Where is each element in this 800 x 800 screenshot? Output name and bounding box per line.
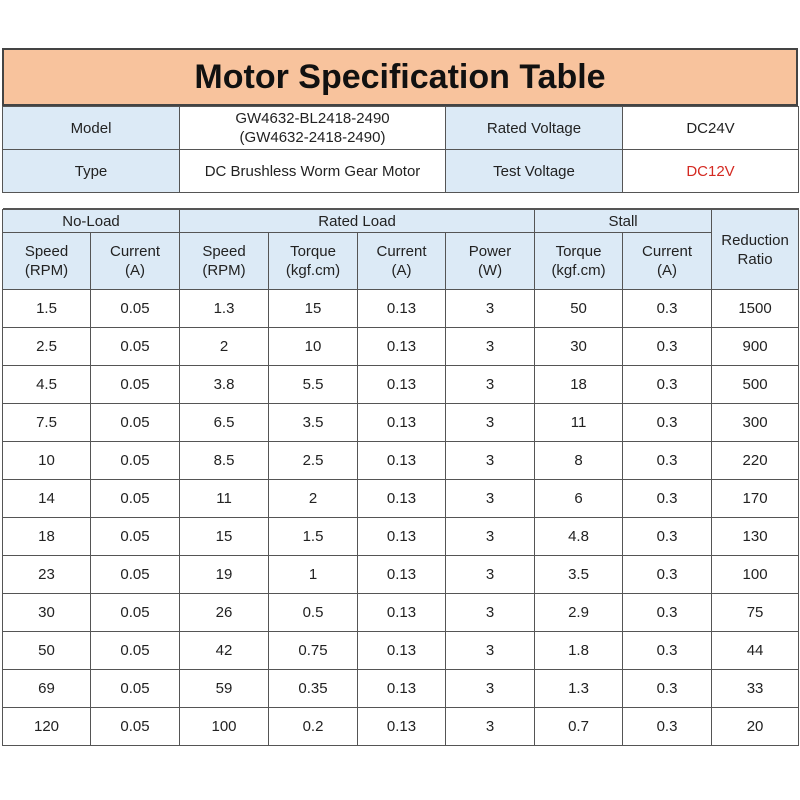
table-cell: 75 xyxy=(712,594,799,632)
info-table xyxy=(2,106,799,209)
column-header xyxy=(358,233,446,290)
table-cell: 3 xyxy=(446,290,535,328)
column-name: Speed xyxy=(202,243,246,260)
table-cell: 0.13 xyxy=(358,404,446,442)
table-row xyxy=(3,556,799,594)
test-voltage-label: Test Voltage xyxy=(446,150,623,193)
table-cell: 300 xyxy=(712,404,799,442)
table-cell: 0.3 xyxy=(623,518,712,556)
table-cell: 0.13 xyxy=(358,366,446,404)
group-rated-load: Rated Load xyxy=(180,210,535,233)
column-unit: (kgf.cm) xyxy=(551,262,606,279)
column-unit: (A) xyxy=(125,262,145,279)
spec-sheet xyxy=(2,48,798,746)
table-cell: 26 xyxy=(180,594,269,632)
table-cell: 20 xyxy=(712,708,799,746)
table-cell: 3.5 xyxy=(269,404,358,442)
table-cell: 33 xyxy=(712,670,799,708)
column-header xyxy=(180,233,269,290)
table-cell: 3 xyxy=(446,480,535,518)
table-row xyxy=(3,328,799,366)
table-cell: 6.5 xyxy=(180,404,269,442)
table-cell: 0.05 xyxy=(91,404,180,442)
table-cell: 6 xyxy=(535,480,623,518)
model-label: Model xyxy=(3,107,180,150)
table-cell: 4.5 xyxy=(3,366,91,404)
table-cell: 1.8 xyxy=(535,632,623,670)
table-cell: 0.13 xyxy=(358,328,446,366)
table-cell: 3 xyxy=(446,632,535,670)
table-cell: 0.05 xyxy=(91,518,180,556)
table-cell: 11 xyxy=(180,480,269,518)
spacer-row xyxy=(3,193,799,209)
column-header xyxy=(623,233,712,290)
table-cell: 0.3 xyxy=(623,632,712,670)
table-cell: 14 xyxy=(3,480,91,518)
group-no-load: No-Load xyxy=(3,210,180,233)
table-cell: 170 xyxy=(712,480,799,518)
model-value-line1: GW4632-BL2418-2490 xyxy=(235,110,390,127)
table-cell: 69 xyxy=(3,670,91,708)
table-cell: 44 xyxy=(712,632,799,670)
table-cell: 0.05 xyxy=(91,708,180,746)
table-cell: 100 xyxy=(180,708,269,746)
table-cell: 5.5 xyxy=(269,366,358,404)
column-unit: (RPM) xyxy=(24,262,69,279)
table-cell: 2.5 xyxy=(269,442,358,480)
table-cell: 30 xyxy=(3,594,91,632)
column-name: Current xyxy=(376,243,427,260)
table-cell: 3 xyxy=(446,556,535,594)
table-cell: 2 xyxy=(180,328,269,366)
table-cell: 11 xyxy=(535,404,623,442)
table-cell: 900 xyxy=(712,328,799,366)
table-cell: 2.5 xyxy=(3,328,91,366)
table-cell: 3 xyxy=(446,404,535,442)
column-name: Current xyxy=(642,243,693,260)
table-cell: 0.05 xyxy=(91,328,180,366)
column-name: Power xyxy=(468,243,512,260)
column-header xyxy=(446,233,535,290)
column-unit: (W) xyxy=(477,262,503,279)
table-cell: 1.3 xyxy=(180,290,269,328)
table-cell: 0.05 xyxy=(91,442,180,480)
table-row xyxy=(3,442,799,480)
table-cell: 3 xyxy=(446,594,535,632)
test-voltage-value: DC12V xyxy=(623,150,799,193)
table-cell: 0.3 xyxy=(623,594,712,632)
table-cell: 0.3 xyxy=(623,708,712,746)
table-cell: 0.3 xyxy=(623,290,712,328)
table-cell: 0.3 xyxy=(623,404,712,442)
table-cell: 0.05 xyxy=(91,366,180,404)
table-cell: 3 xyxy=(446,670,535,708)
column-unit: (A) xyxy=(657,262,678,279)
table-cell: 2 xyxy=(269,480,358,518)
column-header xyxy=(91,233,180,290)
table-cell: 4.8 xyxy=(535,518,623,556)
table-cell: 19 xyxy=(180,556,269,594)
type-row xyxy=(3,150,799,193)
table-cell: 1.3 xyxy=(535,670,623,708)
table-row xyxy=(3,708,799,746)
column-unit: (A) xyxy=(391,262,412,279)
table-cell: 15 xyxy=(180,518,269,556)
table-cell: 100 xyxy=(712,556,799,594)
table-cell: 0.3 xyxy=(623,328,712,366)
table-cell: 0.3 xyxy=(623,480,712,518)
table-cell: 10 xyxy=(269,328,358,366)
table-cell: 130 xyxy=(712,518,799,556)
table-cell: 18 xyxy=(3,518,91,556)
table-cell: 0.05 xyxy=(91,480,180,518)
table-cell: 0.05 xyxy=(91,594,180,632)
spacer-cell xyxy=(3,193,799,209)
table-cell: 0.3 xyxy=(623,670,712,708)
table-cell: 0.13 xyxy=(358,556,446,594)
table-cell: 0.05 xyxy=(91,670,180,708)
table-cell: 8.5 xyxy=(180,442,269,480)
reduction-ratio-line2: Ratio xyxy=(737,250,773,268)
column-name: Speed xyxy=(24,243,69,260)
column-unit: (kgf.cm) xyxy=(285,262,341,279)
model-value xyxy=(180,107,446,150)
table-cell: 42 xyxy=(180,632,269,670)
table-cell: 0.35 xyxy=(269,670,358,708)
type-value: DC Brushless Worm Gear Motor xyxy=(180,150,446,193)
column-header xyxy=(3,233,91,290)
table-row xyxy=(3,480,799,518)
table-cell: 3.5 xyxy=(535,556,623,594)
table-cell: 1.5 xyxy=(269,518,358,556)
table-cell: 0.13 xyxy=(358,518,446,556)
table-cell: 0.5 xyxy=(269,594,358,632)
table-cell: 59 xyxy=(180,670,269,708)
table-cell: 3.8 xyxy=(180,366,269,404)
table-cell: 15 xyxy=(269,290,358,328)
table-row xyxy=(3,518,799,556)
table-cell: 0.05 xyxy=(91,556,180,594)
table-row xyxy=(3,290,799,328)
spec-table-body xyxy=(3,290,799,746)
table-cell: 500 xyxy=(712,366,799,404)
table-cell: 120 xyxy=(3,708,91,746)
table-cell: 50 xyxy=(535,290,623,328)
table-cell: 0.13 xyxy=(358,290,446,328)
table-cell: 0.3 xyxy=(623,366,712,404)
column-header xyxy=(269,233,358,290)
reduction-ratio-line1: Reduction xyxy=(721,231,789,249)
table-row xyxy=(3,594,799,632)
rated-voltage-label: Rated Voltage xyxy=(446,107,623,150)
table-cell: 0.05 xyxy=(91,290,180,328)
table-row xyxy=(3,670,799,708)
table-cell: 0.05 xyxy=(91,632,180,670)
table-cell: 0.13 xyxy=(358,594,446,632)
table-cell: 0.13 xyxy=(358,480,446,518)
table-cell: 18 xyxy=(535,366,623,404)
model-row xyxy=(3,107,799,150)
spec-table xyxy=(2,209,799,746)
table-cell: 30 xyxy=(535,328,623,366)
column-header xyxy=(535,233,623,290)
page-title: Motor Specification Table xyxy=(2,48,798,106)
table-cell: 0.3 xyxy=(623,556,712,594)
type-label: Type xyxy=(3,150,180,193)
table-cell: 3 xyxy=(446,708,535,746)
table-row xyxy=(3,366,799,404)
table-cell: 0.75 xyxy=(269,632,358,670)
table-cell: 23 xyxy=(3,556,91,594)
table-cell: 8 xyxy=(535,442,623,480)
table-cell: 3 xyxy=(446,328,535,366)
group-stall: Stall xyxy=(535,210,712,233)
rated-voltage-value: DC24V xyxy=(623,107,799,150)
table-cell: 10 xyxy=(3,442,91,480)
table-cell: 50 xyxy=(3,632,91,670)
table-row xyxy=(3,404,799,442)
table-cell: 0.2 xyxy=(269,708,358,746)
table-cell: 2.9 xyxy=(535,594,623,632)
column-name: Torque xyxy=(555,243,602,260)
table-cell: 0.13 xyxy=(358,708,446,746)
column-name: Current xyxy=(109,243,161,260)
table-cell: 3 xyxy=(446,518,535,556)
table-cell: 220 xyxy=(712,442,799,480)
table-cell: 0.3 xyxy=(623,442,712,480)
model-value-line2: (GW4632-2418-2490) xyxy=(239,129,386,146)
table-cell: 3 xyxy=(446,442,535,480)
column-header-row xyxy=(3,233,799,290)
group-header-row xyxy=(3,210,799,233)
table-cell: 0.13 xyxy=(358,442,446,480)
table-cell: 1 xyxy=(269,556,358,594)
table-cell: 1500 xyxy=(712,290,799,328)
table-cell: 7.5 xyxy=(3,404,91,442)
table-cell: 0.13 xyxy=(358,632,446,670)
table-row xyxy=(3,632,799,670)
table-cell: 0.13 xyxy=(358,670,446,708)
table-cell: 0.7 xyxy=(535,708,623,746)
column-unit: (RPM) xyxy=(202,262,246,279)
table-cell: 1.5 xyxy=(3,290,91,328)
column-name: Torque xyxy=(290,243,336,260)
reduction-ratio-header xyxy=(712,210,799,290)
table-cell: 3 xyxy=(446,366,535,404)
